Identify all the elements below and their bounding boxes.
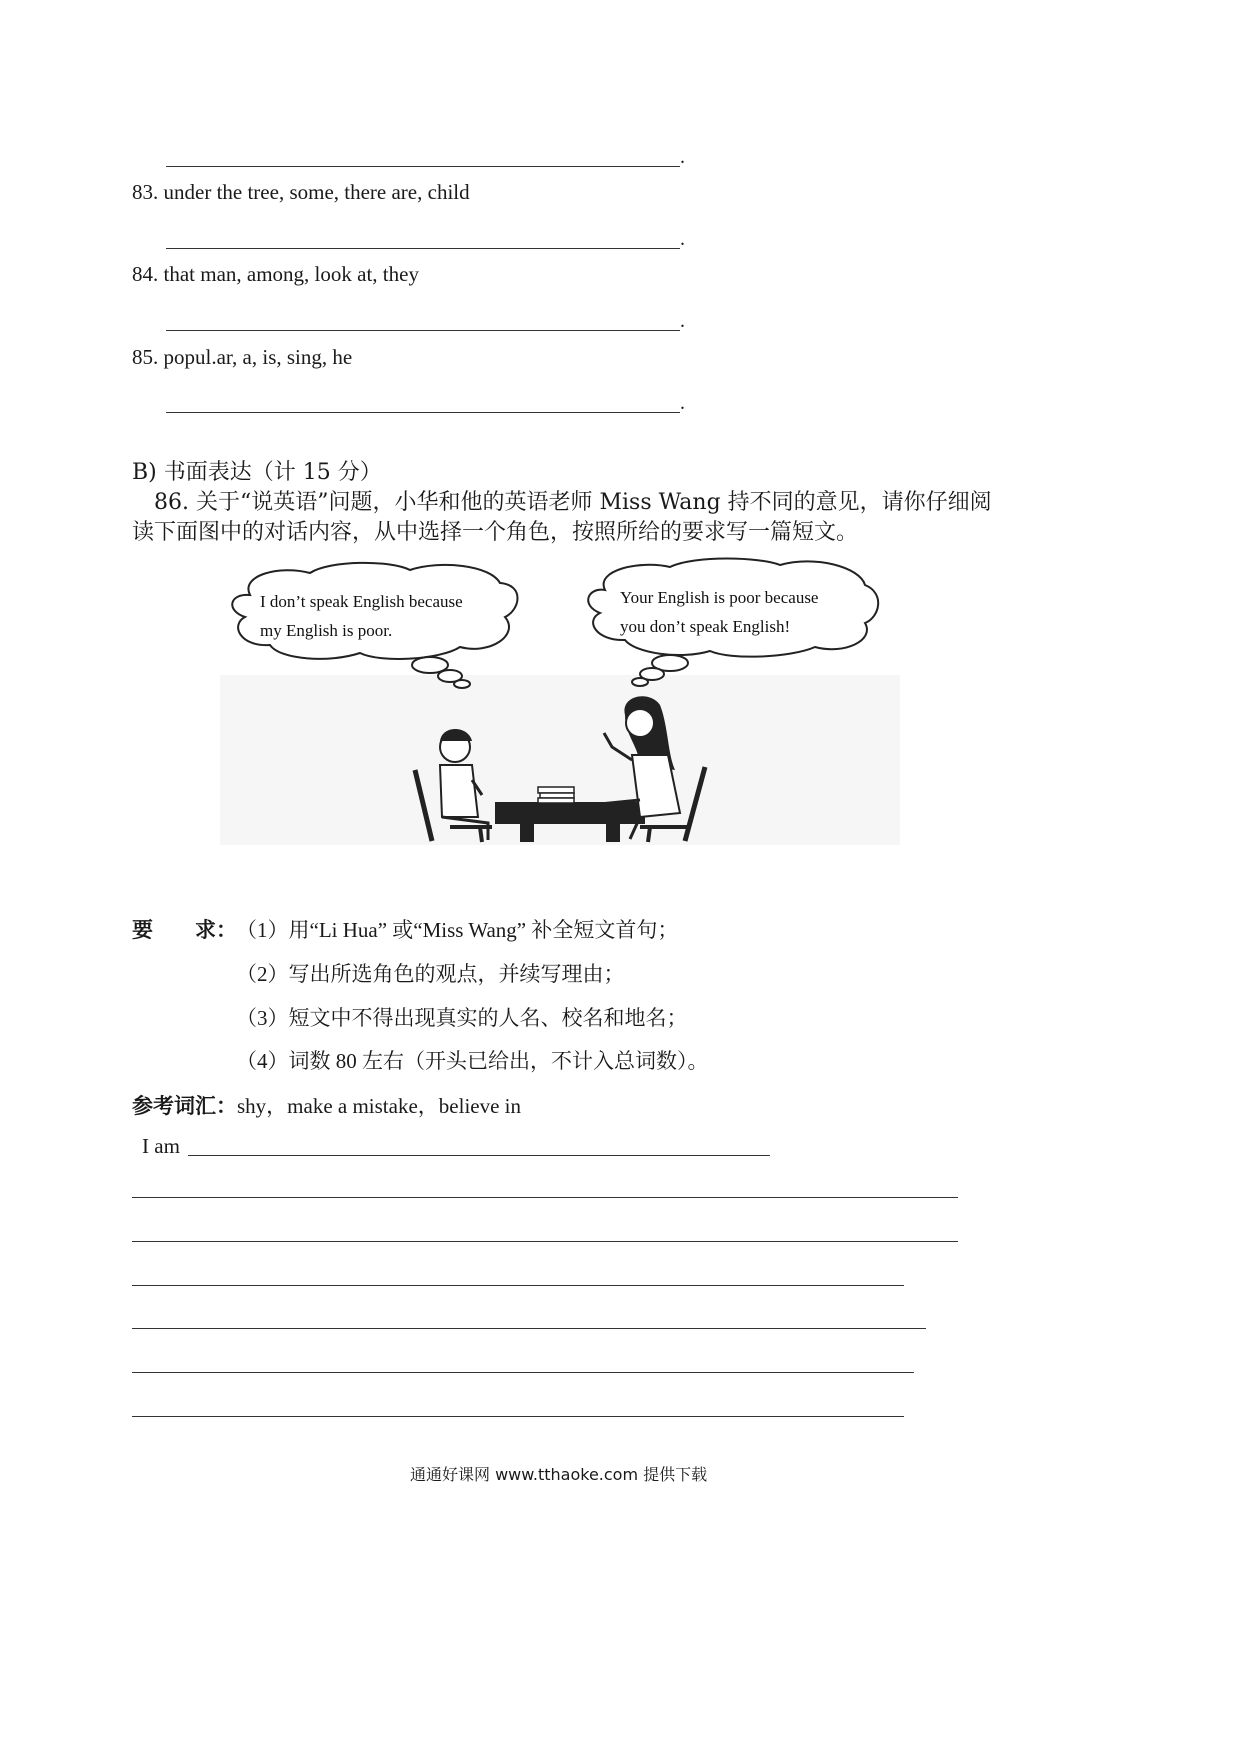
requirement-item: （3）短文中不得出现真实的人名、校名和地名； — [236, 1006, 688, 1030]
requirement-item: （2）写出所选角色的观点，并续写理由； — [236, 962, 625, 986]
question-number: 85. — [132, 345, 159, 369]
essay-line[interactable] — [132, 1197, 958, 1198]
question-85 — [132, 345, 352, 370]
essay-start: I am — [142, 1134, 180, 1158]
essay-line[interactable] — [132, 1241, 958, 1242]
question-number: 84. — [132, 262, 159, 286]
answer-period: . — [680, 310, 685, 332]
answer-blank-83[interactable] — [166, 248, 680, 249]
section-b-heading: B) 书面表达（计 15 分） — [132, 460, 382, 485]
question-words: popul.ar, a, is, sing, he — [163, 345, 353, 369]
reference-label: 参考词汇： — [132, 1094, 237, 1118]
boy-thought-bubble — [232, 563, 517, 688]
essay-line[interactable] — [132, 1328, 926, 1329]
question-words: under the tree, some, there are, child — [163, 180, 470, 204]
question-number: 83. — [132, 180, 159, 204]
requirements-label: 要 求： — [132, 918, 237, 942]
page-footer: 通通好课网 www.tthaoke.com 提供下载 — [410, 1465, 708, 1484]
answer-period: . — [680, 228, 685, 250]
essay-line[interactable] — [132, 1285, 904, 1286]
essay-line[interactable] — [132, 1416, 904, 1417]
question-words: that man, among, look at, they — [163, 262, 419, 286]
question-83 — [132, 180, 470, 205]
boy-bubble-line-1: I don’t speak English because — [260, 592, 463, 611]
teacher-bubble-line-1: Your English is poor because — [620, 588, 819, 607]
answer-blank-85[interactable] — [166, 412, 680, 413]
teacher-bubble-line-2: you don’t speak English! — [620, 617, 791, 636]
answer-period: . — [680, 146, 685, 168]
question-86-line-2: 读下面图中的对话内容，从中选择一个角色，按照所给的要求写一篇短文。 — [132, 520, 859, 545]
question-84 — [132, 262, 419, 287]
answer-period: . — [680, 392, 685, 414]
reference-vocabulary — [132, 1090, 521, 1120]
teacher-thought-bubble — [588, 559, 878, 687]
boy-bubble-line-2: my English is poor. — [260, 621, 393, 640]
reference-words: shy，make a mistake，believe in — [237, 1094, 522, 1118]
requirement-item: （1）用“Li Hua” 或“Miss Wang” 补全短文首句； — [236, 918, 679, 942]
essay-first-line[interactable] — [188, 1155, 770, 1156]
answer-blank-82[interactable] — [166, 166, 680, 167]
essay-line[interactable] — [132, 1372, 914, 1373]
requirement-item: （4）词数 80 左右（开头已给出，不计入总词数）。 — [236, 1049, 709, 1073]
question-86-line-1: 86. 关于“说英语”问题，小华和他的英语老师 Miss Wang 持不同的意见，请你仔细阅 — [154, 490, 992, 515]
book-stack — [538, 787, 574, 793]
dialogue-illustration — [220, 555, 900, 855]
answer-blank-84[interactable] — [166, 330, 680, 331]
